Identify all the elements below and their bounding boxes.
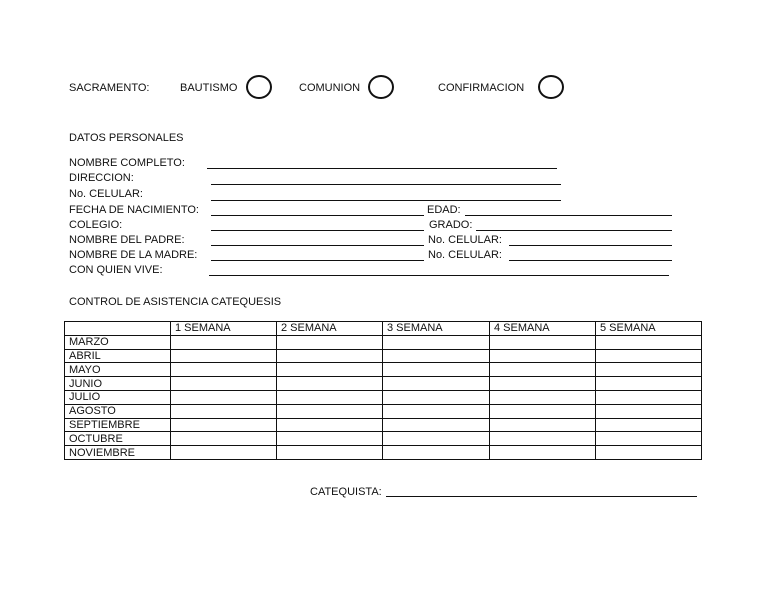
attendance-cell[interactable] [596, 349, 702, 363]
attendance-cell[interactable] [596, 432, 702, 446]
attendance-cell[interactable] [171, 377, 277, 391]
month-cell: SEPTIEMBRE [65, 418, 171, 432]
con-quien-vive-label: CON QUIEN VIVE: [69, 264, 163, 276]
table-row [65, 377, 702, 391]
attendance-cell[interactable] [171, 390, 277, 404]
confirmacion-checkbox[interactable] [538, 75, 564, 99]
header-week-cell: 1 SEMANA [171, 322, 277, 336]
padre-celular-field[interactable] [509, 245, 672, 246]
attendance-cell[interactable] [383, 349, 490, 363]
direccion-field[interactable] [211, 184, 561, 185]
table-row [65, 335, 702, 349]
catequista-label: CATEQUISTA: [310, 486, 382, 498]
fecha-nacimiento-label: FECHA DE NACIMIENTO: [69, 204, 199, 216]
datos-personales-title: DATOS PERSONALES [69, 132, 184, 144]
direccion-label: DIRECCION: [69, 172, 134, 184]
comunion-checkbox[interactable] [368, 75, 394, 99]
attendance-cell[interactable] [277, 377, 383, 391]
header-week-cell: 5 SEMANA [596, 322, 702, 336]
attendance-cell[interactable] [383, 432, 490, 446]
attendance-cell[interactable] [171, 349, 277, 363]
attendance-cell[interactable] [277, 418, 383, 432]
table-row [65, 446, 702, 460]
table-row [65, 418, 702, 432]
bautismo-label: BAUTISMO [180, 82, 238, 94]
celular-field[interactable] [211, 200, 561, 201]
header-week-cell: 4 SEMANA [490, 322, 596, 336]
attendance-cell[interactable] [383, 446, 490, 460]
attendance-cell[interactable] [490, 377, 596, 391]
madre-celular-label: No. CELULAR: [428, 249, 502, 261]
month-cell: MAYO [65, 363, 171, 377]
attendance-cell[interactable] [277, 446, 383, 460]
attendance-cell[interactable] [171, 363, 277, 377]
attendance-table [64, 321, 702, 460]
attendance-cell[interactable] [277, 335, 383, 349]
table-row [65, 404, 702, 418]
attendance-cell[interactable] [171, 432, 277, 446]
control-asistencia-title: CONTROL DE ASISTENCIA CATEQUESIS [69, 296, 282, 308]
month-cell: MARZO [65, 335, 171, 349]
con-quien-vive-field[interactable] [209, 275, 669, 276]
attendance-cell[interactable] [171, 404, 277, 418]
nombre-madre-label: NOMBRE DE LA MADRE: [69, 249, 198, 261]
attendance-cell[interactable] [490, 349, 596, 363]
attendance-cell[interactable] [277, 432, 383, 446]
edad-field[interactable] [465, 215, 672, 216]
attendance-cell[interactable] [596, 418, 702, 432]
attendance-cell[interactable] [383, 377, 490, 391]
month-cell: OCTUBRE [65, 432, 171, 446]
attendance-cell[interactable] [277, 349, 383, 363]
header-week-cell: 3 SEMANA [383, 322, 490, 336]
attendance-cell[interactable] [383, 404, 490, 418]
attendance-cell[interactable] [596, 377, 702, 391]
padre-celular-label: No. CELULAR: [428, 234, 502, 246]
attendance-header-row [65, 322, 702, 336]
attendance-cell[interactable] [277, 404, 383, 418]
month-cell: JUNIO [65, 377, 171, 391]
attendance-cell[interactable] [490, 404, 596, 418]
catequista-field[interactable] [386, 496, 697, 497]
month-cell: ABRIL [65, 349, 171, 363]
attendance-cell[interactable] [383, 418, 490, 432]
table-row [65, 363, 702, 377]
attendance-cell[interactable] [596, 335, 702, 349]
month-cell: AGOSTO [65, 404, 171, 418]
attendance-cell[interactable] [596, 363, 702, 377]
celular-label: No. CELULAR: [69, 188, 143, 200]
attendance-cell[interactable] [277, 390, 383, 404]
madre-celular-field[interactable] [509, 260, 672, 261]
grado-label: GRADO: [429, 219, 473, 231]
attendance-cell[interactable] [490, 390, 596, 404]
attendance-cell[interactable] [490, 418, 596, 432]
attendance-cell[interactable] [383, 363, 490, 377]
nombre-completo-field[interactable] [207, 168, 557, 169]
attendance-cell[interactable] [490, 432, 596, 446]
attendance-cell[interactable] [596, 390, 702, 404]
colegio-label: COLEGIO: [69, 219, 123, 231]
attendance-cell[interactable] [171, 418, 277, 432]
edad-label: EDAD: [427, 204, 461, 216]
grado-field[interactable] [476, 230, 672, 231]
colegio-field[interactable] [211, 230, 424, 231]
attendance-cell[interactable] [596, 404, 702, 418]
table-row [65, 390, 702, 404]
confirmacion-label: CONFIRMACION [438, 82, 525, 94]
attendance-cell[interactable] [171, 335, 277, 349]
comunion-label: COMUNION [299, 82, 361, 94]
attendance-cell[interactable] [490, 363, 596, 377]
nombre-completo-label: NOMBRE COMPLETO: [69, 157, 185, 169]
attendance-cell[interactable] [277, 363, 383, 377]
fecha-nacimiento-field[interactable] [211, 215, 424, 216]
attendance-cell[interactable] [490, 335, 596, 349]
attendance-cell[interactable] [490, 446, 596, 460]
header-blank-cell [65, 322, 171, 336]
nombre-padre-field[interactable] [211, 245, 424, 246]
attendance-cell[interactable] [596, 446, 702, 460]
table-row [65, 432, 702, 446]
sacramento-label: SACRAMENTO: [69, 82, 150, 94]
attendance-cell[interactable] [171, 446, 277, 460]
bautismo-checkbox[interactable] [246, 75, 272, 99]
month-cell: NOVIEMBRE [65, 446, 171, 460]
nombre-madre-field[interactable] [211, 260, 424, 261]
table-row [65, 349, 702, 363]
header-week-cell: 2 SEMANA [277, 322, 383, 336]
attendance-cell[interactable] [383, 335, 490, 349]
nombre-padre-label: NOMBRE DEL PADRE: [69, 234, 185, 246]
month-cell: JULIO [65, 390, 171, 404]
attendance-cell[interactable] [383, 390, 490, 404]
